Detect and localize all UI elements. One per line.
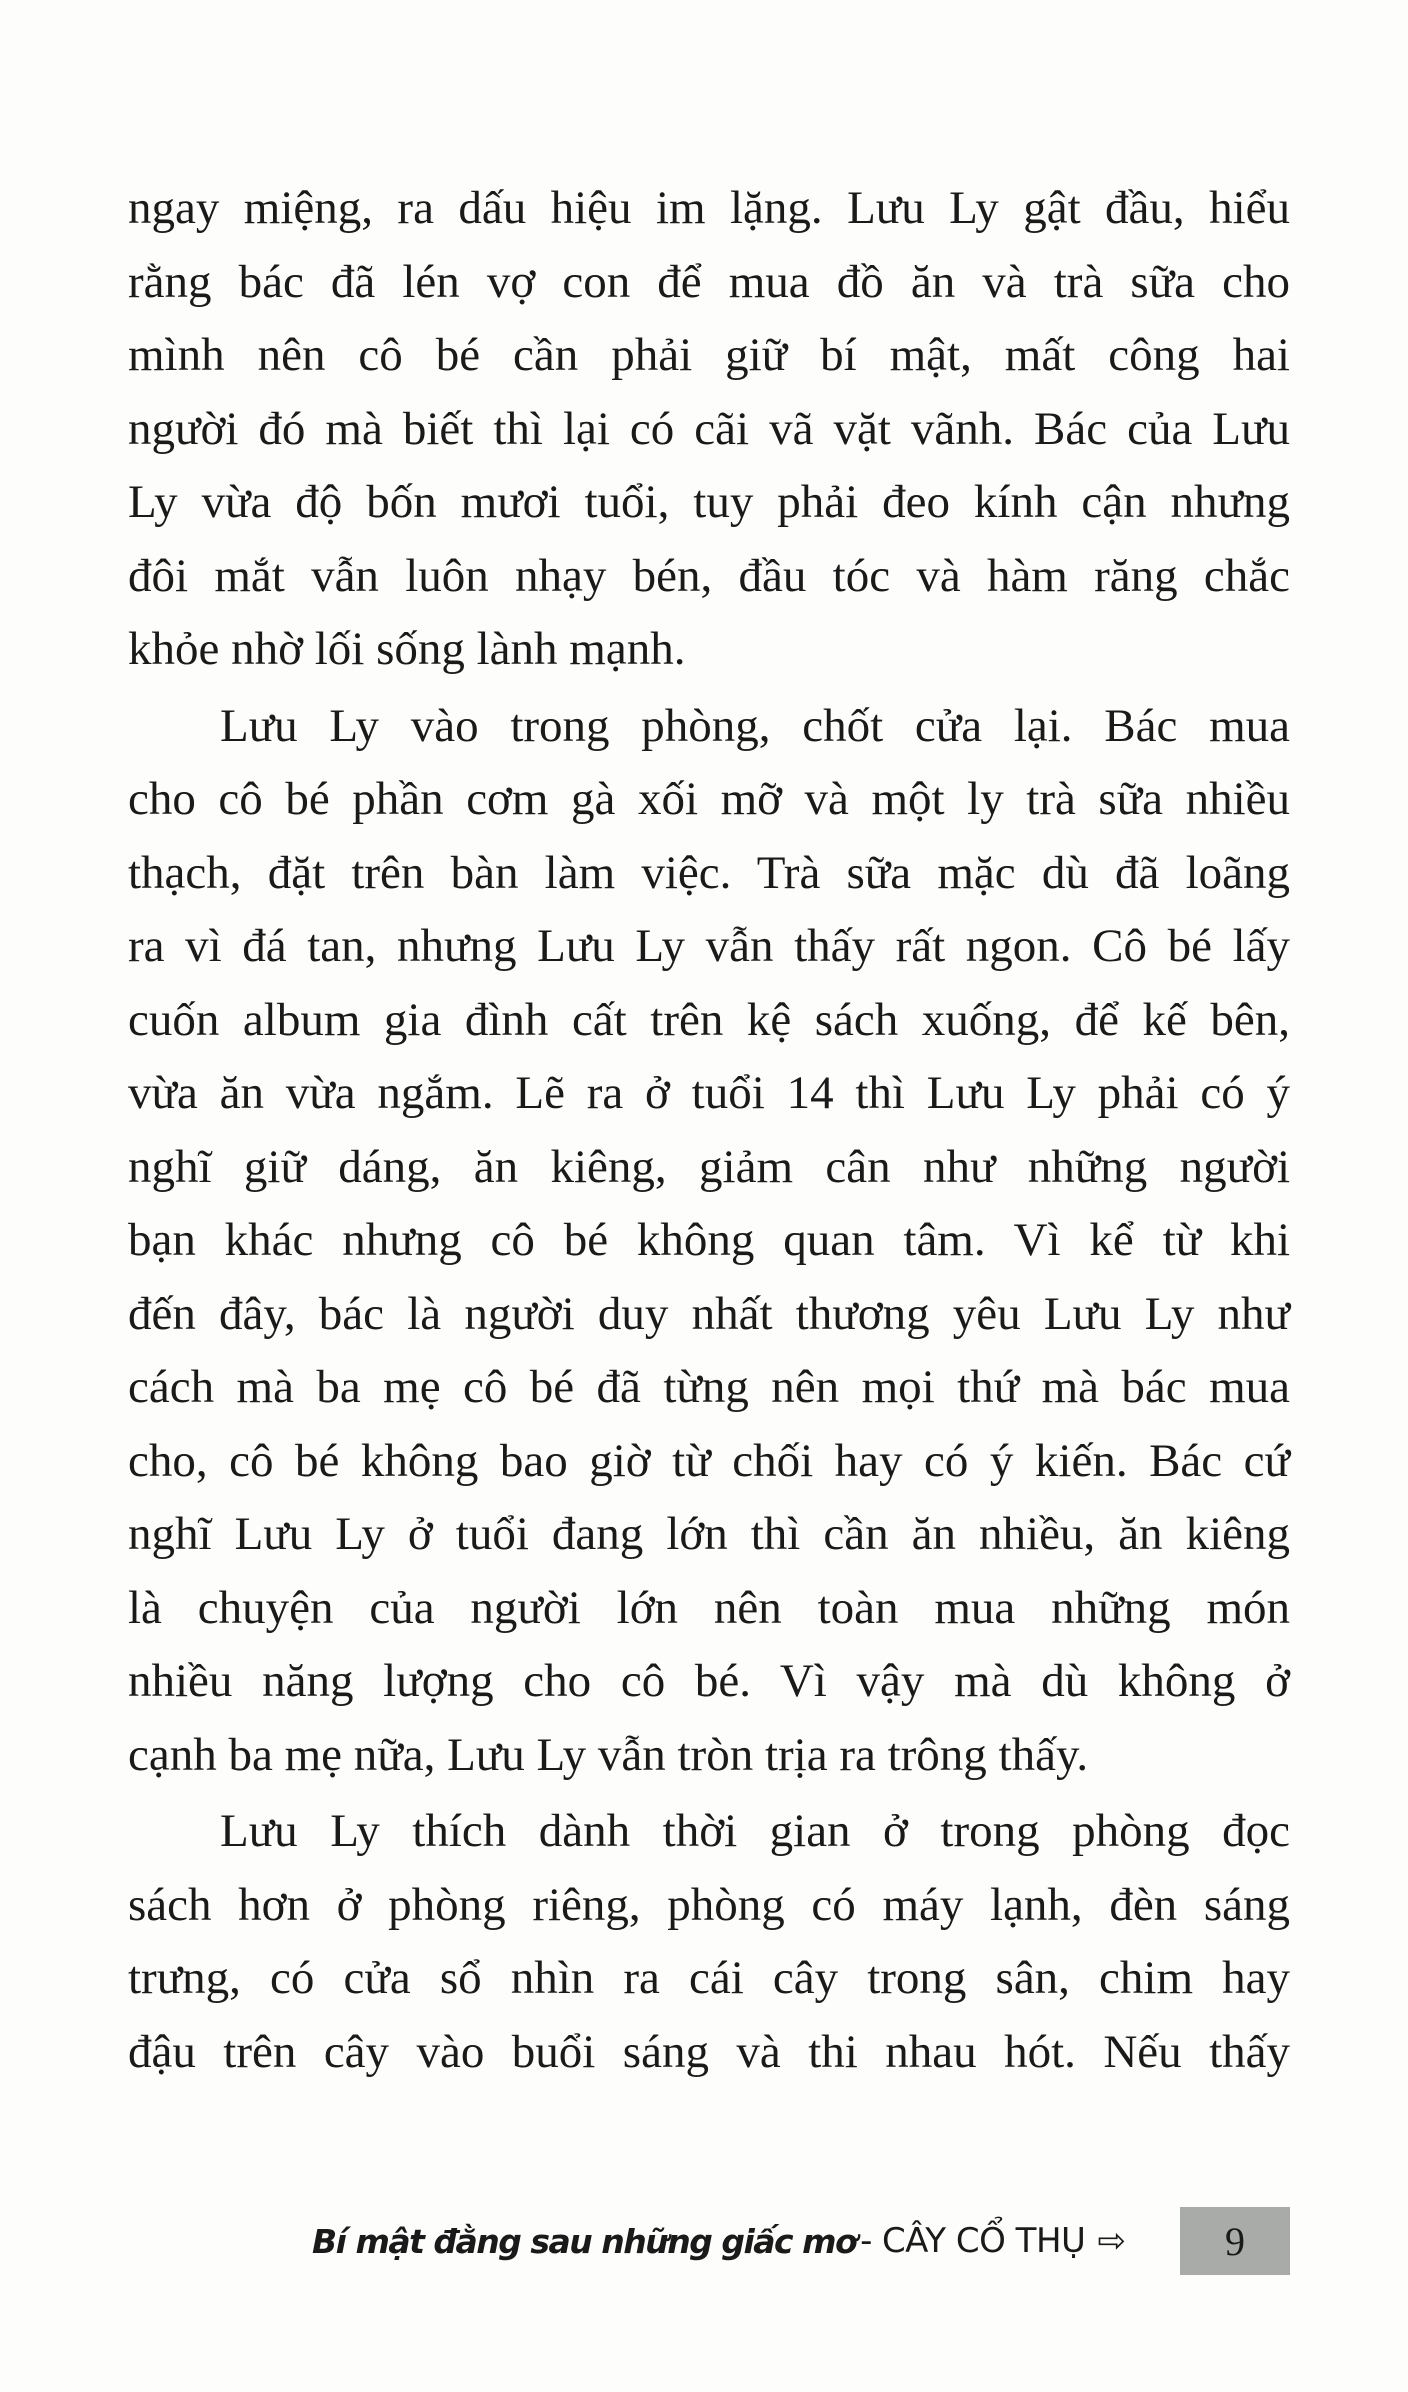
running-footer (312, 2205, 1126, 2277)
text-line: Ly vừa độ bốn mươi tuổi, tuy phải đeo kính cận nhưng (128, 476, 1290, 528)
text-line: đậu trên cây vào buổi sáng và thi nhau hót. Nếu thấy (128, 2025, 1290, 2078)
text-line: khỏe nhờ lối sống lành mạnh. (128, 623, 686, 675)
text-line: vừa ăn vừa ngắm. Lẽ ra ở tuổi 14 thì Lưu Ly phải có ý (128, 1067, 1290, 1119)
text-line: bạn khác nhưng cô bé không quan tâm. Vì kể từ khi (128, 1214, 1290, 1266)
footer-separator: - (860, 2221, 872, 2261)
page-body (128, 172, 1290, 2089)
text-line: cho cô bé phần cơm gà xối mỡ và một ly trà sữa nhiều (128, 773, 1290, 825)
text-line: cho, cô bé không bao giờ từ chối hay có ý kiến. Bác cứ (128, 1434, 1290, 1487)
text-line: cạnh ba mẹ nữa, Lưu Ly vẫn tròn trịa ra trông thấy. (128, 1728, 1089, 1781)
text-line: trưng, có cửa sổ nhìn ra cái cây trong sân, chim hay (128, 1952, 1290, 2004)
text-line: cuốn album gia đình cất trên kệ sách xuống, để kế bên, (128, 993, 1290, 1046)
text-line: sách hơn ở phòng riêng, phòng có máy lạnh, đèn sáng (128, 1878, 1290, 1931)
text-line: người đó mà biết thì lại có cãi vã vặt vãnh. Bác của Lưu (128, 402, 1290, 455)
text-line: nghĩ Lưu Ly ở tuổi đang lớn thì cần ăn nhiều, ăn kiêng (128, 1508, 1290, 1560)
paragraph (128, 172, 1290, 687)
arrow-right-icon: ⇨ (1097, 2221, 1126, 2261)
text-line: đến đây, bác là người duy nhất thương yêu Lưu Ly như (128, 1287, 1290, 1340)
book-title: Bí mật đằng sau những giấc mơ (312, 2221, 857, 2261)
paragraph (128, 1795, 1290, 2089)
text-line: thạch, đặt trên bàn làm việc. Trà sữa mặc dù đã loãng (128, 846, 1290, 899)
text-line: Lưu Ly vào trong phòng, chốt cửa lại. Bác mua (220, 699, 1290, 752)
page-number: 9 (1180, 2207, 1290, 2275)
text-line: là chuyện của người lớn nên toàn mua những món (128, 1581, 1290, 1634)
text-line: đôi mắt vẫn luôn nhạy bén, đầu tóc và hàm răng chắc (128, 549, 1290, 602)
text-line: ra vì đá tan, nhưng Lưu Ly vẫn thấy rất ngon. Cô bé lấy (128, 920, 1290, 972)
text-line: Lưu Ly thích dành thời gian ở trong phòng đọc (220, 1805, 1290, 1857)
series-name: CÂY CỔ THỤ (881, 2221, 1086, 2261)
text-line: nhiều năng lượng cho cô bé. Vì vậy mà dù không ở (128, 1655, 1290, 1707)
text-line: rằng bác đã lén vợ con để mua đồ ăn và trà sữa cho (128, 255, 1290, 308)
text-line: ngay miệng, ra dấu hiệu im lặng. Lưu Ly gật đầu, hiểu (128, 182, 1290, 234)
text-line: cách mà ba mẹ cô bé đã từng nên mọi thứ mà bác mua (128, 1361, 1290, 1413)
paragraph (128, 690, 1290, 1793)
text-line: nghĩ giữ dáng, ăn kiêng, giảm cân như những người (128, 1140, 1290, 1193)
text-line: mình nên cô bé cần phải giữ bí mật, mất công hai (128, 329, 1290, 381)
